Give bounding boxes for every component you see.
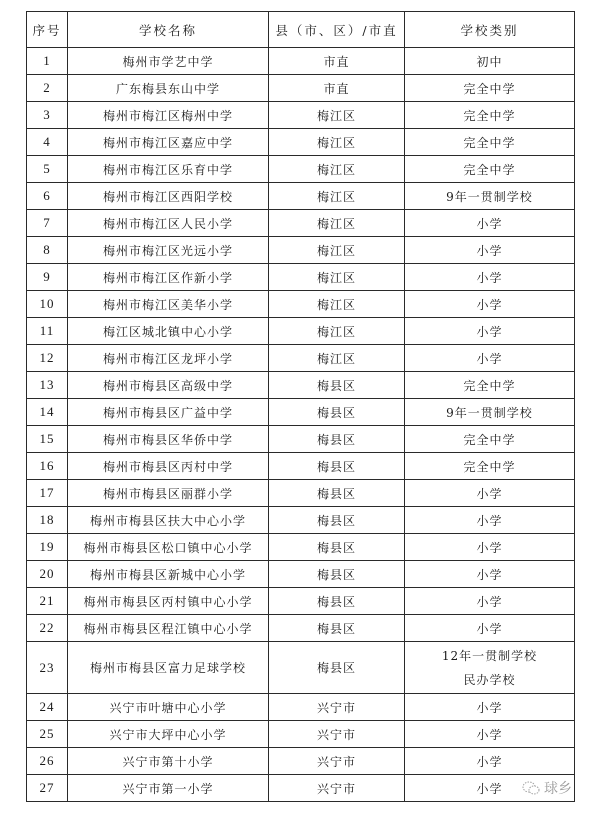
school-list-table — [26, 11, 575, 802]
school-type: 9年一贯制学校 — [405, 183, 575, 210]
school-type: 小学 — [405, 588, 575, 615]
table-row — [27, 156, 575, 183]
county: 兴宁市 — [269, 721, 405, 748]
table-row — [27, 129, 575, 156]
table-row — [27, 453, 575, 480]
row-number: 20 — [27, 561, 68, 588]
table-row — [27, 775, 575, 802]
table-row — [27, 480, 575, 507]
row-number: 21 — [27, 588, 68, 615]
row-number: 15 — [27, 426, 68, 453]
row-number: 10 — [27, 291, 68, 318]
school-name: 广东梅县东山中学 — [68, 75, 269, 102]
school-name: 梅州市梅县区新城中心小学 — [68, 561, 269, 588]
table-row — [27, 345, 575, 372]
school-type: 小学 — [405, 237, 575, 264]
school-name: 梅州市梅江区龙坪小学 — [68, 345, 269, 372]
county: 梅县区 — [269, 534, 405, 561]
school-name: 梅州市梅江区乐育中学 — [68, 156, 269, 183]
county: 梅江区 — [269, 291, 405, 318]
school-type-note: 民办学校 — [463, 672, 516, 687]
county: 梅县区 — [269, 453, 405, 480]
county: 梅县区 — [269, 561, 405, 588]
table-row — [27, 748, 575, 775]
county: 梅江区 — [269, 264, 405, 291]
county: 梅县区 — [269, 642, 405, 694]
header-no: 序号 — [27, 12, 68, 48]
school-type: 小学 — [405, 318, 575, 345]
county: 梅县区 — [269, 615, 405, 642]
table-row — [27, 48, 575, 75]
table-row — [27, 588, 575, 615]
row-number: 23 — [27, 642, 68, 694]
watermark-text: 球乡 — [544, 781, 572, 797]
table-row — [27, 291, 575, 318]
county: 梅江区 — [269, 345, 405, 372]
school-name: 梅州市学艺中学 — [68, 48, 269, 75]
row-number: 8 — [27, 237, 68, 264]
school-name: 兴宁市第十小学 — [68, 748, 269, 775]
school-type: 小学 — [405, 345, 575, 372]
row-number: 1 — [27, 48, 68, 75]
school-type: 小学 — [405, 775, 575, 802]
school-type: 小学 — [405, 507, 575, 534]
school-type — [405, 642, 575, 694]
school-type: 初中 — [405, 48, 575, 75]
row-number: 7 — [27, 210, 68, 237]
school-type: 小学 — [405, 534, 575, 561]
school-type: 小学 — [405, 291, 575, 318]
county: 梅江区 — [269, 156, 405, 183]
row-number: 6 — [27, 183, 68, 210]
row-number: 18 — [27, 507, 68, 534]
school-name: 梅州市梅县区广益中学 — [68, 399, 269, 426]
table-row — [27, 75, 575, 102]
county: 梅江区 — [269, 102, 405, 129]
county: 梅县区 — [269, 426, 405, 453]
school-name: 梅州市梅县区高级中学 — [68, 372, 269, 399]
row-number: 4 — [27, 129, 68, 156]
header-school-name: 学校名称 — [68, 12, 269, 48]
header-county: 县（市、区）/市直 — [269, 12, 405, 48]
row-number: 17 — [27, 480, 68, 507]
table-row — [27, 534, 575, 561]
school-name: 梅州市梅江区作新小学 — [68, 264, 269, 291]
county: 兴宁市 — [269, 775, 405, 802]
county: 兴宁市 — [269, 694, 405, 721]
table-row — [27, 318, 575, 345]
school-type: 9年一贯制学校 — [405, 399, 575, 426]
school-type: 小学 — [405, 615, 575, 642]
county: 梅县区 — [269, 372, 405, 399]
row-number: 9 — [27, 264, 68, 291]
table-row — [27, 237, 575, 264]
school-name: 梅州市梅江区西阳学校 — [68, 183, 269, 210]
school-name: 梅州市梅县区丽群小学 — [68, 480, 269, 507]
county: 梅县区 — [269, 399, 405, 426]
table-row — [27, 399, 575, 426]
row-number: 13 — [27, 372, 68, 399]
row-number: 5 — [27, 156, 68, 183]
school-name: 梅州市梅江区梅州中学 — [68, 102, 269, 129]
watermark — [520, 778, 574, 798]
school-type: 完全中学 — [405, 156, 575, 183]
school-name: 梅州市梅江区嘉应中学 — [68, 129, 269, 156]
row-number: 19 — [27, 534, 68, 561]
county: 梅县区 — [269, 480, 405, 507]
table-row — [27, 183, 575, 210]
table-header-row — [27, 12, 575, 48]
school-type: 完全中学 — [405, 102, 575, 129]
table-row — [27, 264, 575, 291]
school-name: 梅州市梅江区光远小学 — [68, 237, 269, 264]
county: 梅江区 — [269, 237, 405, 264]
school-type: 小学 — [405, 748, 575, 775]
table-body — [27, 48, 575, 802]
county: 梅县区 — [269, 588, 405, 615]
county: 兴宁市 — [269, 748, 405, 775]
table-row — [27, 102, 575, 129]
row-number: 24 — [27, 694, 68, 721]
table-row — [27, 210, 575, 237]
school-name: 梅州市梅县区扶大中心小学 — [68, 507, 269, 534]
wechat-icon — [522, 780, 540, 796]
table-row — [27, 426, 575, 453]
school-name: 梅州市梅县区华侨中学 — [68, 426, 269, 453]
row-number: 12 — [27, 345, 68, 372]
school-name: 兴宁市大坪中心小学 — [68, 721, 269, 748]
header-school-type: 学校类别 — [405, 12, 575, 48]
school-type: 小学 — [405, 264, 575, 291]
row-number: 22 — [27, 615, 68, 642]
school-name: 梅州市梅江区人民小学 — [68, 210, 269, 237]
table-row — [27, 694, 575, 721]
school-type: 小学 — [405, 561, 575, 588]
county: 市直 — [269, 48, 405, 75]
table-row — [27, 561, 575, 588]
row-number: 27 — [27, 775, 68, 802]
county: 梅江区 — [269, 183, 405, 210]
table-row — [27, 507, 575, 534]
row-number: 25 — [27, 721, 68, 748]
school-name: 梅州市梅县区丙村镇中心小学 — [68, 588, 269, 615]
row-number: 11 — [27, 318, 68, 345]
school-type: 完全中学 — [405, 75, 575, 102]
county: 梅县区 — [269, 507, 405, 534]
row-number: 2 — [27, 75, 68, 102]
school-type: 小学 — [405, 694, 575, 721]
table-row — [27, 372, 575, 399]
school-type: 小学 — [405, 210, 575, 237]
table-row — [27, 642, 575, 694]
county: 梅江区 — [269, 318, 405, 345]
school-name: 梅州市梅县区富力足球学校 — [68, 642, 269, 694]
school-name: 梅江区城北镇中心小学 — [68, 318, 269, 345]
row-number: 3 — [27, 102, 68, 129]
school-name: 兴宁市第一小学 — [68, 775, 269, 802]
school-type: 小学 — [405, 721, 575, 748]
row-number: 16 — [27, 453, 68, 480]
school-type: 完全中学 — [405, 372, 575, 399]
school-type: 完全中学 — [405, 426, 575, 453]
county: 梅江区 — [269, 210, 405, 237]
county: 梅江区 — [269, 129, 405, 156]
row-number: 14 — [27, 399, 68, 426]
school-name: 梅州市梅江区美华小学 — [68, 291, 269, 318]
school-name: 梅州市梅县区丙村中学 — [68, 453, 269, 480]
row-number: 26 — [27, 748, 68, 775]
school-name: 梅州市梅县区程江镇中心小学 — [68, 615, 269, 642]
county: 市直 — [269, 75, 405, 102]
school-type: 小学 — [405, 480, 575, 507]
school-type: 完全中学 — [405, 129, 575, 156]
school-name: 梅州市梅县区松口镇中心小学 — [68, 534, 269, 561]
table-row — [27, 721, 575, 748]
school-type: 完全中学 — [405, 453, 575, 480]
table-row — [27, 615, 575, 642]
school-name: 兴宁市叶塘中心小学 — [68, 694, 269, 721]
school-type-line: 12年一贯制学校 — [441, 648, 538, 663]
